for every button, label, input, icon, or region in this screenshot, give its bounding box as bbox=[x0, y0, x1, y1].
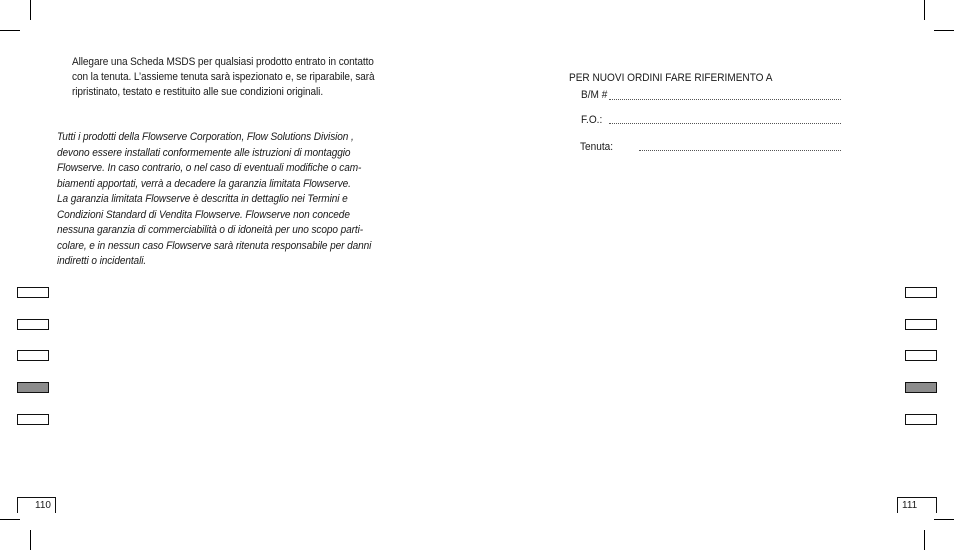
page-number-text: 111 bbox=[902, 500, 918, 511]
section-tab[interactable] bbox=[17, 350, 49, 361]
page-number-right bbox=[897, 497, 937, 513]
text-line: ripristinato, testato e restituito alle sue condizioni originali. bbox=[72, 86, 324, 99]
crop-mark bbox=[30, 530, 31, 550]
tenuta-field-line[interactable] bbox=[639, 150, 841, 151]
text-line: Condizioni Standard di Vendita Flowserve. Flowserve non concede bbox=[57, 208, 350, 221]
text-line: Flowserve. In caso contrario, o nel caso di eventuali modifiche o cam- bbox=[57, 162, 362, 174]
text-line: biamenti apportati, verrà a decadere la garanzia limitata Flowserve. bbox=[57, 177, 351, 190]
page-number-text: 110 bbox=[35, 500, 51, 511]
section-tab[interactable] bbox=[905, 350, 937, 361]
text-line: La garanzia limitata Flowserve è descritta in dettaglio nei Termini e bbox=[57, 193, 348, 205]
bm-label: B/M # bbox=[581, 89, 608, 101]
msds-paragraph bbox=[72, 55, 375, 101]
section-tab[interactable] bbox=[905, 319, 937, 330]
crop-mark bbox=[934, 519, 954, 520]
crop-mark bbox=[924, 530, 925, 550]
section-tab[interactable] bbox=[17, 287, 49, 298]
text-line: colare, e in nessun caso Flowserve sarà ritenuta responsabile per danni bbox=[57, 239, 372, 252]
crop-mark bbox=[924, 0, 925, 20]
fo-field-line[interactable] bbox=[609, 123, 841, 124]
fo-label: F.O.: bbox=[581, 114, 603, 126]
section-tab-active[interactable] bbox=[905, 382, 937, 393]
section-tab[interactable] bbox=[905, 287, 937, 298]
reorder-heading: PER NUOVI ORDINI FARE RIFERIMENTO A bbox=[569, 72, 773, 84]
section-tab[interactable] bbox=[17, 414, 49, 425]
section-tab[interactable] bbox=[17, 319, 49, 330]
text-line: devono essere installati conformemente alle istruzioni di montaggio bbox=[57, 146, 351, 159]
crop-mark bbox=[30, 0, 31, 20]
bm-field-line[interactable] bbox=[609, 99, 841, 100]
section-tab[interactable] bbox=[905, 414, 937, 425]
crop-mark bbox=[934, 30, 954, 31]
text-line: Allegare una Scheda MSDS per qualsiasi prodotto entrato in contatto bbox=[72, 56, 374, 68]
text-line: nessuna garanzia di commerciabilità o di idoneità per uno scopo parti- bbox=[57, 224, 364, 236]
warranty-paragraph bbox=[57, 130, 371, 270]
page-number-left bbox=[17, 497, 56, 513]
text-line: con la tenuta. L’assieme tenuta sarà ispezionato e, se riparabile, sarà bbox=[72, 71, 375, 84]
text-line: Tutti i prodotti della Flowserve Corporation, Flow Solutions Division , bbox=[57, 131, 354, 143]
crop-mark bbox=[0, 519, 20, 520]
section-tab-active[interactable] bbox=[17, 382, 49, 393]
text-line: indiretti o incidentali. bbox=[57, 255, 147, 267]
crop-mark bbox=[0, 30, 20, 31]
tenuta-label: Tenuta: bbox=[580, 141, 614, 153]
